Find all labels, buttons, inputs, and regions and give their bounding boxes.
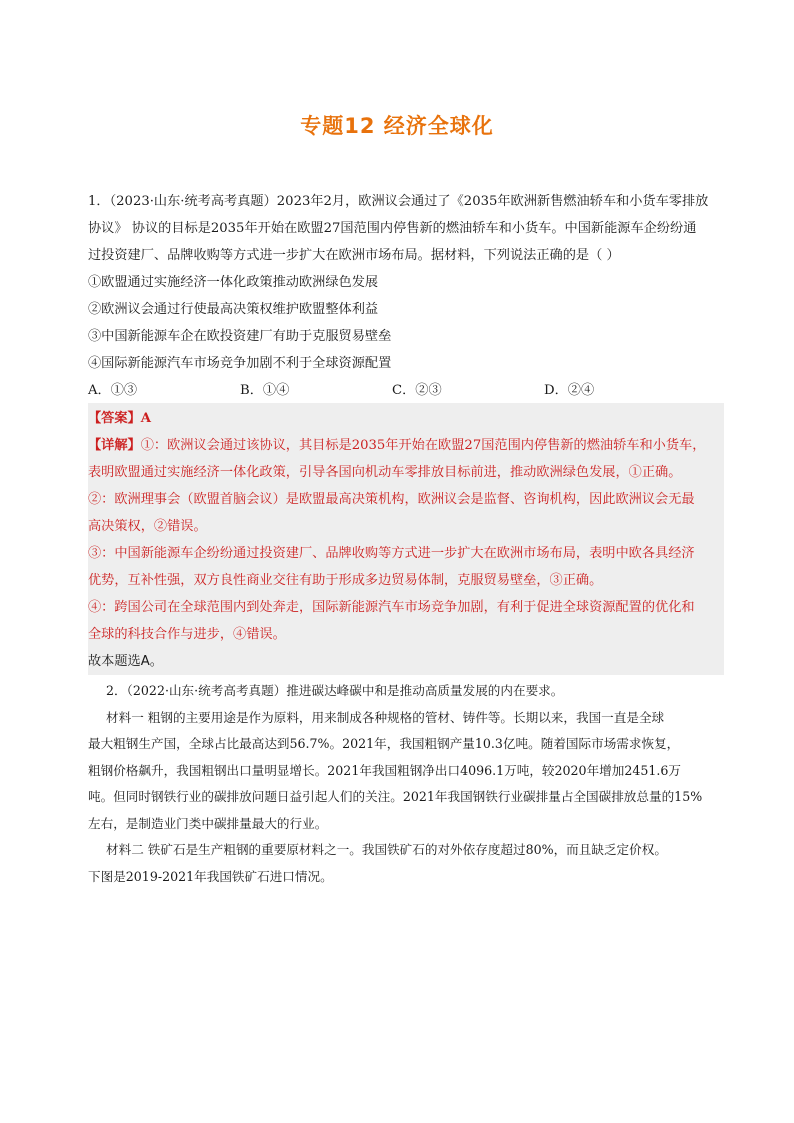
answer-value: A [140, 411, 151, 426]
material-line: 最大粗钢生产国，全球占比最高达到56.7%。2021年，我国粗钢产量10.3亿吨。随着国际市场需求恢复， [88, 736, 680, 751]
material-line: 材料二 铁矿石是生产粗钢的重要原材料之一。我国铁矿石的对外依存度超过80%，而且缺乏定价权。 [106, 842, 667, 857]
question-1-stem-line: 协议》 协议的目标是2035年开始在欧盟27国范围内停售新的燃油轿车和小货车。中国新能源车企纷纷通 [88, 221, 697, 236]
detail-line: ②：欧洲理事会（欧盟首脑会议）是欧盟最高决策机构，欧洲议会是监督、咨询机构，因此欧洲议会无最 [88, 492, 695, 507]
detail-line: 优势，互补性强，双方良性商业交往有助于形成多边贸易体制，克服贸易壁垒，③正确。 [88, 573, 603, 588]
option-d: D．②④ [544, 383, 595, 398]
page-title: 专题12 经济全球化 [300, 114, 494, 138]
option-c: C．②③ [392, 383, 442, 398]
answer-line [88, 405, 724, 432]
statement-2: ②欧洲议会通过行使最高决策权维护欧盟整体利益 [88, 302, 379, 317]
detail-line: ③：中国新能源车企纷纷通过投资建厂、品牌收购等方式进一步扩大在欧洲市场布局，表明中欧各具经济 [88, 546, 695, 561]
material-line: 材料一 粗钢的主要用途是作为原料，用来制成各种规格的管材、铸件等。长期以来，我国一直是全球 [106, 709, 665, 725]
answer-options [88, 377, 720, 404]
material-line: 下图是2019-2021年我国铁矿石进口情况。 [88, 868, 333, 884]
statement-4: ④国际新能源汽车市场竞争加剧不利于全球资源配置 [88, 356, 392, 371]
detail-label: 【详解】 [88, 438, 141, 453]
detail-line: ④：跨国公司在全球范围内到处奔走，国际新能源汽车市场竞争加剧，有利于促进全球资源配置的优化和 [88, 600, 695, 615]
statement-1: ①欧盟通过实施经济一体化政策推动欧洲绿色发展 [88, 275, 379, 290]
question-1 [88, 188, 720, 404]
final-answer: 故本题选A。 [88, 654, 163, 669]
answer-block [88, 403, 724, 675]
material-line: 吨。但同时钢铁行业的碳排放问题日益引起人们的关注。2021年我国钢铁行业碳排量占全国碳排放总量的15% [88, 789, 703, 804]
answer-label: 【答案】 [88, 411, 141, 426]
option-a: A．①③ [88, 383, 138, 398]
material-line: 粗钢价格飙升，我国粗钢出口量明显增长。2021年我国粗钢净出口4096.1万吨，较2020年增加2451.6万 [88, 762, 682, 778]
question-2 [88, 678, 724, 890]
detail-line [88, 432, 724, 459]
question-1-stem-line: 1．（2023·山东·统考高考真题）2023年2月，欧洲议会通过了《2035年欧洲新售燃油轿车和小货车零排放 [88, 194, 709, 209]
detail-text: ①：欧洲议会通过该协议，其目标是2035年开始在欧盟27国范围内停售新的燃油轿车和小货车， [140, 438, 706, 453]
statement-3: ③中国新能源车企在欧投资建厂有助于克服贸易壁垒 [88, 329, 392, 344]
question-1-stem-line: 过投资建厂、品牌收购等方式进一步扩大在欧洲市场布局。据材料，下列说法正确的是（ ） [88, 248, 620, 263]
detail-line: 表明欧盟通过实施经济一体化政策，引导各国向机动车零排放目标前进，推动欧洲绿色发展，①正确。 [88, 465, 682, 480]
material-line: 左右，是制造业门类中碳排量最大的行业。 [88, 815, 328, 831]
question-2-stem: 2．（2022·山东·统考高考真题）推进碳达峰碳中和是推动高质量发展的内在要求。 [106, 683, 564, 698]
detail-line: 高决策权，②错误。 [88, 519, 207, 534]
detail-line: 全球的科技合作与进步，④错误。 [88, 627, 286, 642]
option-b: B．①④ [240, 383, 290, 398]
